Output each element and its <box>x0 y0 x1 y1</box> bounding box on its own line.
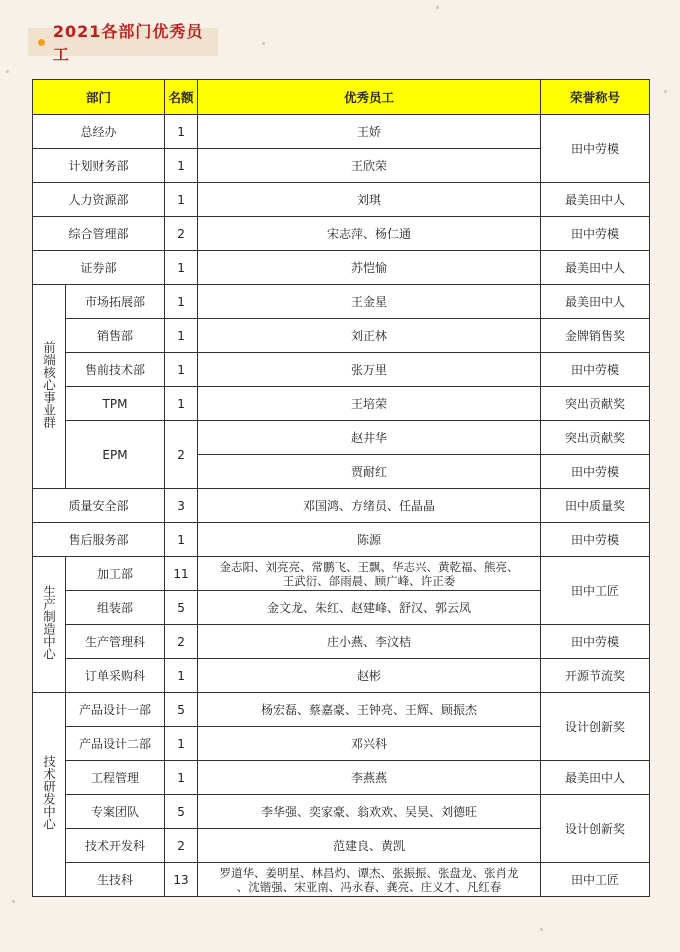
background-speck <box>664 90 667 93</box>
honor-cell: 最美田中人 <box>541 183 650 217</box>
staff-cell: 王娇 <box>198 115 541 149</box>
staff-cell: 刘正林 <box>198 319 541 353</box>
quota-cell: 2 <box>165 829 198 863</box>
honor-cell: 开源节流奖 <box>541 659 650 693</box>
staff-cell: 苏恺愉 <box>198 251 541 285</box>
dept-cell: 计划财务部 <box>33 149 165 183</box>
staff-cell: 赵彬 <box>198 659 541 693</box>
honor-cell: 最美田中人 <box>541 285 650 319</box>
dept-cell: 总经办 <box>33 115 165 149</box>
quota-cell: 1 <box>165 761 198 795</box>
dept-cell: 产品设计二部 <box>66 727 165 761</box>
dept-cell: 生产管理科 <box>66 625 165 659</box>
honor-cell: 田中工匠 <box>541 863 650 897</box>
table-row <box>33 557 650 591</box>
honor-cell: 设计创新奖 <box>541 693 650 761</box>
background-speck <box>540 928 543 931</box>
staff-cell: 邓国鸿、方绪员、任晶晶 <box>198 489 541 523</box>
dept-cell: 售后服务部 <box>33 523 165 557</box>
honor-cell: 金牌销售奖 <box>541 319 650 353</box>
page-title: 2021各部门优秀员工 <box>52 22 204 64</box>
quota-cell: 5 <box>165 693 198 727</box>
honor-cell: 突出贡献奖 <box>541 387 650 421</box>
dept-cell: 专案团队 <box>66 795 165 829</box>
table-row <box>33 421 650 455</box>
background-speck <box>12 900 15 903</box>
table-row <box>33 251 650 285</box>
staff-cell: 邓兴科 <box>198 727 541 761</box>
quota-cell: 1 <box>165 523 198 557</box>
staff-cell: 王金星 <box>198 285 541 319</box>
table-header-row <box>33 80 650 115</box>
staff-cell: 王欣荣 <box>198 149 541 183</box>
dept-cell: 加工部 <box>66 557 165 591</box>
quota-cell: 1 <box>165 183 198 217</box>
honor-cell: 田中劳模 <box>541 353 650 387</box>
table-row <box>33 761 650 795</box>
honor-cell: 田中劳模 <box>541 115 650 183</box>
dept-cell: 综合管理部 <box>33 217 165 251</box>
staff-line: 、沈锴强、宋亚南、冯永春、龚亮、庄义才、凡红春 <box>236 879 502 894</box>
staff-cell: 李燕燕 <box>198 761 541 795</box>
table-row <box>33 183 650 217</box>
dept-cell: TPM <box>66 387 165 421</box>
dept-cell: 产品设计一部 <box>66 693 165 727</box>
background-speck <box>436 6 439 9</box>
quota-cell: 11 <box>165 557 198 591</box>
staff-line: 罗道华、姜明星、林昌灼、谭杰、张振振、张盘龙、张肖龙 <box>219 865 519 880</box>
quota-cell: 1 <box>165 387 198 421</box>
group-label-text: 技术研发中心 <box>41 755 57 830</box>
quota-cell: 1 <box>165 659 198 693</box>
dept-cell: 工程管理 <box>66 761 165 795</box>
honor-cell: 最美田中人 <box>541 761 650 795</box>
quota-cell: 1 <box>165 251 198 285</box>
table-row <box>33 659 650 693</box>
honor-cell: 田中质量奖 <box>541 489 650 523</box>
table-row <box>33 353 650 387</box>
quota-cell: 1 <box>165 353 198 387</box>
table-row <box>33 625 650 659</box>
honor-cell: 突出贡献奖 <box>541 421 650 455</box>
table-row <box>33 489 650 523</box>
honor-cell: 田中劳模 <box>541 523 650 557</box>
honor-cell: 设计创新奖 <box>541 795 650 863</box>
honor-cell: 田中劳模 <box>541 455 650 489</box>
staff-line: 金志阳、刘亮亮、常鹏飞、王飘、华志兴、黄乾福、熊亮、 <box>219 559 519 574</box>
header-dept: 部门 <box>33 80 165 115</box>
staff-cell: 李华强、奕家豪、翁欢欢、吴昊、刘德旺 <box>198 795 541 829</box>
group-label-manufacturing <box>33 557 66 693</box>
honor-cell: 田中劳模 <box>541 217 650 251</box>
staff-cell: 赵井华 <box>198 421 541 455</box>
background-speck <box>262 42 265 45</box>
staff-cell <box>198 557 541 591</box>
quota-cell: 1 <box>165 285 198 319</box>
dept-cell: 组装部 <box>66 591 165 625</box>
staff-cell: 张万里 <box>198 353 541 387</box>
dept-cell: 质量安全部 <box>33 489 165 523</box>
table-row <box>33 115 650 149</box>
staff-cell: 贾耐红 <box>198 455 541 489</box>
quota-cell: 5 <box>165 591 198 625</box>
quota-cell: 2 <box>165 625 198 659</box>
honor-cell: 田中工匠 <box>541 557 650 625</box>
bullet-dot-icon <box>38 39 45 46</box>
dept-cell: 生技科 <box>66 863 165 897</box>
quota-cell: 3 <box>165 489 198 523</box>
header-honor: 荣誉称号 <box>541 80 650 115</box>
staff-cell: 刘琪 <box>198 183 541 217</box>
header-staff: 优秀员工 <box>198 80 541 115</box>
honor-cell: 田中劳模 <box>541 625 650 659</box>
group-label-rnd <box>33 693 66 897</box>
dept-cell: 人力资源部 <box>33 183 165 217</box>
group-label-text: 生产制造中心 <box>41 585 57 660</box>
quota-cell: 13 <box>165 863 198 897</box>
honor-cell: 最美田中人 <box>541 251 650 285</box>
dept-cell: 技术开发科 <box>66 829 165 863</box>
table-row <box>33 523 650 557</box>
quota-cell: 2 <box>165 421 198 489</box>
header-quota: 名额 <box>165 80 198 115</box>
honor-table <box>32 79 650 897</box>
staff-cell: 庄小燕、李汶桔 <box>198 625 541 659</box>
page-title-tag <box>28 22 218 64</box>
table-row <box>33 693 650 727</box>
table-row <box>33 863 650 897</box>
dept-cell: 证券部 <box>33 251 165 285</box>
dept-cell: 销售部 <box>66 319 165 353</box>
staff-cell: 范建良、黄凯 <box>198 829 541 863</box>
quota-cell: 2 <box>165 217 198 251</box>
group-label-front-end <box>33 285 66 489</box>
quota-cell: 1 <box>165 319 198 353</box>
staff-cell: 杨宏磊、蔡嘉豪、王钟亮、王辉、顾振杰 <box>198 693 541 727</box>
staff-cell: 王培荣 <box>198 387 541 421</box>
staff-cell: 金文龙、朱红、赵建峰、舒汉、郭云凤 <box>198 591 541 625</box>
group-label-text: 前端核心事业群 <box>41 340 57 429</box>
table-row <box>33 795 650 829</box>
table-row <box>33 285 650 319</box>
dept-cell: EPM <box>66 421 165 489</box>
table-row <box>33 387 650 421</box>
staff-cell: 陈源 <box>198 523 541 557</box>
quota-cell: 1 <box>165 727 198 761</box>
table-row <box>33 217 650 251</box>
dept-cell: 订单采购科 <box>66 659 165 693</box>
quota-cell: 5 <box>165 795 198 829</box>
dept-cell: 售前技术部 <box>66 353 165 387</box>
staff-cell: 宋志萍、杨仁通 <box>198 217 541 251</box>
background-speck <box>6 70 9 73</box>
quota-cell: 1 <box>165 149 198 183</box>
staff-line: 王武衍、郃雨晨、顾广峰、许正委 <box>282 573 456 588</box>
dept-cell: 市场拓展部 <box>66 285 165 319</box>
table-row <box>33 319 650 353</box>
quota-cell: 1 <box>165 115 198 149</box>
staff-cell <box>198 863 541 897</box>
